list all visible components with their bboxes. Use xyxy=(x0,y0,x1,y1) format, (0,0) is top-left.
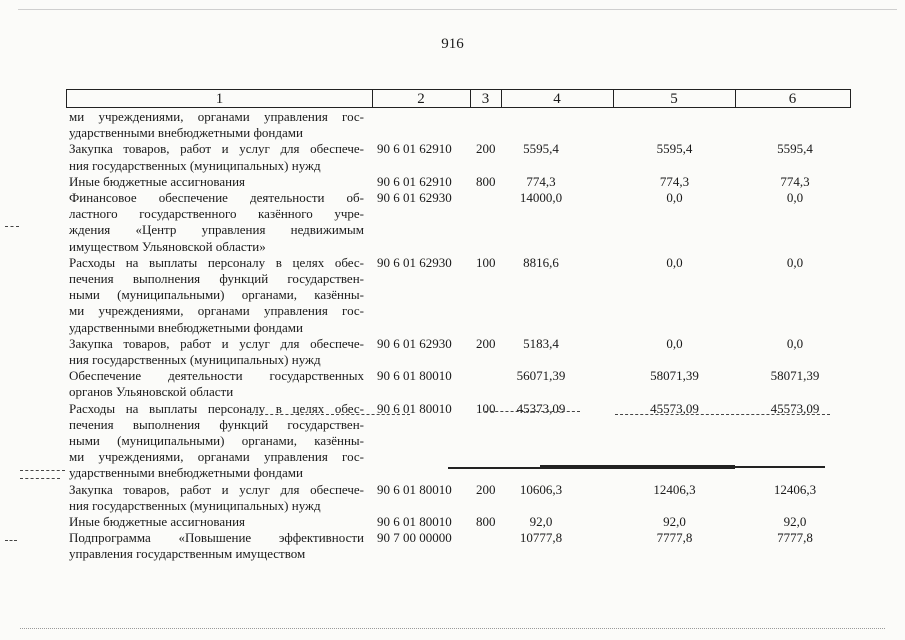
row-name-line: печения выполнения функций государствен- xyxy=(69,416,364,432)
row-code: 90 6 01 80010 xyxy=(377,481,452,497)
row-value-col4: 56071,39 xyxy=(516,368,566,384)
row-value-col6: 58071,39 xyxy=(770,368,820,384)
row-value-col6: 5595,4 xyxy=(777,141,813,157)
row-name-line: ми учреждениями, органами управления гос- xyxy=(69,109,364,124)
row-name xyxy=(69,255,364,336)
row-value-col5: 12406,3 xyxy=(653,481,696,497)
row-value-col4: 8816,6 xyxy=(523,254,559,270)
row-code: 90 6 01 62910 xyxy=(377,173,452,189)
row-code: 90 7 00 00000 xyxy=(377,530,452,546)
row-value-col5: 92,0 xyxy=(663,514,686,529)
scan-smudge xyxy=(735,466,825,468)
row-value-col5: 45573,09 xyxy=(650,400,699,416)
scan-mark xyxy=(485,411,580,412)
row-expense-type: 200 xyxy=(476,335,496,351)
scan-mark xyxy=(615,414,830,415)
row-value-col5: 774,3 xyxy=(659,173,690,189)
row-value-col6: 0,0 xyxy=(786,190,804,205)
row-name-line: ми учреждениями, органами управления гос- xyxy=(69,303,364,319)
row-name-line: Иные бюджетные ассигнования xyxy=(69,514,246,529)
row-code: 90 6 01 80010 xyxy=(377,514,452,529)
row-value-col6: 45573,09 xyxy=(770,400,820,416)
row-name xyxy=(69,336,364,368)
row-value-col4: 92,0 xyxy=(529,514,553,529)
row-name-line: ния государственных (муниципальных) нужд xyxy=(69,497,321,513)
row-value-col5: 0,0 xyxy=(666,190,683,205)
row-expense-type: 200 xyxy=(476,481,496,497)
header-col-3: 3 xyxy=(470,90,502,107)
row-name-line: ния государственных (муниципальных) нужд xyxy=(69,157,321,173)
scan-smudge xyxy=(540,465,735,469)
row-name-line: Финансовое обеспечение деятельности об- xyxy=(69,190,364,205)
row-name-line: управления государственным имуществом xyxy=(69,546,306,562)
row-name-line: Закупка товаров, работ и услуг для обеспече- xyxy=(69,141,364,157)
row-name-line: имуществом Ульяновской области» xyxy=(69,238,266,254)
scan-mark xyxy=(20,470,65,471)
row-name xyxy=(69,401,364,482)
scan-mark xyxy=(250,414,410,415)
row-value-col4: 5183,4 xyxy=(523,335,559,351)
row-value-col5: 0,0 xyxy=(666,254,683,270)
page-edge xyxy=(18,9,897,10)
row-name-line: Закупка товаров, работ и услуг для обеспече- xyxy=(69,481,364,497)
row-name-line: ударственными внебюджетными фондами xyxy=(69,319,303,335)
row-expense-type: 800 xyxy=(476,173,496,189)
row-value-col6: 774,3 xyxy=(780,173,810,189)
row-name xyxy=(69,368,364,400)
row-name xyxy=(69,530,364,562)
row-name-line: ударственными внебюджетными фондами xyxy=(69,125,303,141)
row-name xyxy=(69,482,364,514)
row-code: 90 6 01 62930 xyxy=(377,190,452,205)
row-code: 90 6 01 62930 xyxy=(377,335,452,351)
row-value-col4: 10606,3 xyxy=(519,481,563,497)
row-name-line: органов Ульяновской области xyxy=(69,384,234,400)
row-value-col4: 5595,4 xyxy=(523,141,559,157)
row-value-col4: 45373,09 xyxy=(516,400,566,416)
row-expense-type: 100 xyxy=(476,400,496,416)
row-value-col5: 0,0 xyxy=(666,335,683,351)
row-value-col4: 774,3 xyxy=(526,173,556,189)
row-value-col6: 0,0 xyxy=(786,335,804,351)
row-name-line: Расходы на выплаты персоналу в целях обес- xyxy=(69,254,364,270)
row-expense-type: 200 xyxy=(476,141,496,157)
row-value-col6: 7777,8 xyxy=(777,530,813,546)
row-value-col4: 14000,0 xyxy=(519,190,563,205)
row-name-line: ударственными внебюджетными фондами xyxy=(69,465,303,481)
row-name-line: Закупка товаров, работ и услуг для обеспече- xyxy=(69,335,364,351)
row-name-line: Обеспечение деятельности государственных xyxy=(69,368,364,384)
row-code: 90 6 01 62910 xyxy=(377,141,452,157)
row-expense-type: 100 xyxy=(476,254,496,270)
scan-smudge xyxy=(448,467,543,469)
scan-mark xyxy=(20,478,60,479)
row-code: 90 6 01 80010 xyxy=(377,368,452,384)
row-expense-type: 800 xyxy=(476,514,496,529)
header-col-1: 1 xyxy=(67,90,373,107)
row-name-line: ми учреждениями, органами управления гос- xyxy=(69,449,364,465)
row-name-line: Иные бюджетные ассигнования xyxy=(69,173,246,189)
row-name-line: печения выполнения функций государствен- xyxy=(69,271,364,286)
row-name xyxy=(69,174,364,190)
table-header xyxy=(66,89,851,108)
row-value-col6: 12406,3 xyxy=(773,481,817,497)
row-name xyxy=(69,514,364,530)
row-code: 90 6 01 62930 xyxy=(377,254,452,270)
row-name-line: Расходы на выплаты персоналу в целях обес- xyxy=(69,400,364,416)
header-col-2: 2 xyxy=(372,90,471,107)
row-name-line: ния государственных (муниципальных) нужд xyxy=(69,352,321,367)
row-value-col5: 5595,4 xyxy=(656,141,693,157)
row-value-col5: 58071,39 xyxy=(650,368,699,384)
row-value-col5: 7777,8 xyxy=(656,530,693,546)
scan-mark xyxy=(5,540,17,541)
row-value-col4: 10777,8 xyxy=(519,530,563,546)
header-col-6: 6 xyxy=(788,91,797,107)
row-value-col6: 0,0 xyxy=(786,254,804,270)
page-number: 916 xyxy=(441,36,464,52)
row-name xyxy=(69,141,364,173)
row-name-line: Подпрограмма «Повышение эффективности xyxy=(69,530,364,546)
row-name-line: ждения «Центр управления недвижимым xyxy=(69,222,364,238)
row-value-col6: 92,0 xyxy=(783,514,807,529)
header-col-4: 4 xyxy=(501,90,614,107)
row-name-line: ными (муниципальными) органами, казённы- xyxy=(69,433,364,448)
row-name xyxy=(69,109,364,141)
header-col-5: 5 xyxy=(613,90,736,107)
row-name-line: ными (муниципальными) органами, казённы- xyxy=(69,287,364,303)
row-code: 90 6 01 80010 xyxy=(377,400,452,416)
scan-bottom-edge xyxy=(20,628,885,629)
row-name-line: ластного государственного казённого учре- xyxy=(69,206,364,222)
row-name xyxy=(69,190,364,255)
scan-mark xyxy=(5,226,19,227)
